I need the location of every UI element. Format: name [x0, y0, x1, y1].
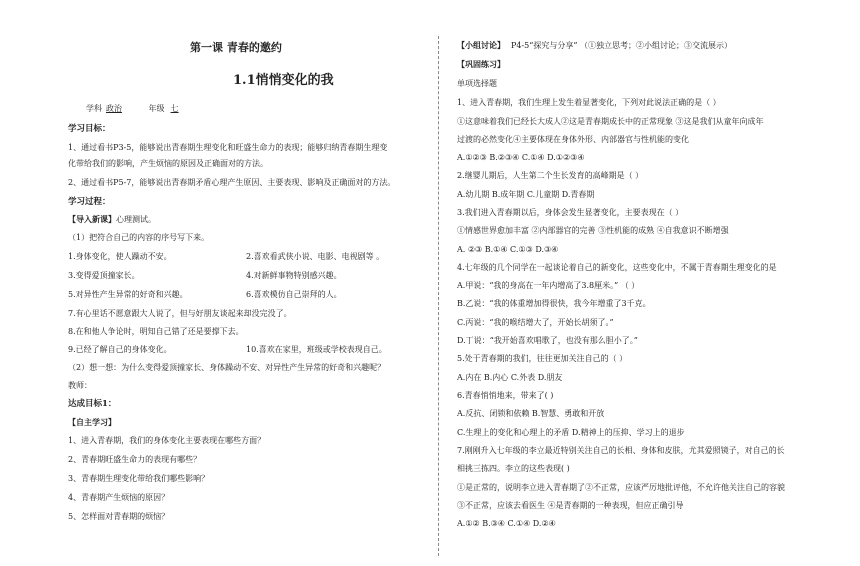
practice-line: 5.处于青春期的我们，往往更加关注自己的（ ） [457, 354, 628, 363]
self-question-4: 4、青春期产生烦恼的原因？ [68, 493, 170, 502]
practice-line: A.①② B.③④ C.①④ D.②④ [457, 519, 556, 528]
practice-line: A.①②③ B.②③④ C.①④ D.①②③④ [457, 153, 585, 162]
item-2: 2.喜欢看武侠小说、电影、电视剧等 。 [246, 252, 385, 261]
item-8: 8.在和他人争论时，明知自己错了还是要撑下去。 [68, 327, 244, 336]
self-question-2: 2、青春期旺盛生命力的表现有哪些？ [68, 455, 202, 464]
practice-line: ①这意味着我们已经长大成人②这是青春期成长中的正常现象 ③这是我们从童年向成年 [457, 117, 764, 126]
group-tag: 【小组讨论】 [457, 40, 505, 50]
lesson-subtitle: 1.1悄悄变化的我 [233, 73, 334, 88]
practice-line: 1、进入青春期，我们生理上发生着显著变化，下列对此说法正确的是（ ） [457, 98, 721, 107]
goal-1b: 化带给我们的影响，产生烦恼的原因及正确面对的方法。 [68, 159, 268, 168]
item-1: 1.身体变化，使人躁动不安。 [68, 252, 172, 261]
item-9: 9.已经了解自己的身体变化。 [68, 345, 172, 354]
practice-line: C.生理上的变化和心理上的矛盾 D.精神上的压抑、学习上的退步 [457, 428, 685, 437]
grade-label: 年级 [148, 104, 165, 113]
item-3: 3.变得爱顶撞家长。 [68, 271, 140, 280]
practice-line: ①是正常的，说明李立进入青春期了②不正常，应该严厉地批评他，不允许他关注自己的容貌 [457, 483, 785, 492]
goals-heading: 学习目标： [68, 124, 111, 134]
practice-line: ③不正常，应该去看医生 ④是青春期的一种表现，但应正确引导 [457, 501, 684, 510]
practice-line: 3.我们进入青春期以后，身体会发生显著变化，主要表现在（ ） [457, 208, 684, 217]
practice-line: A. ②③ B.①④ C.①③ D.③④ [457, 245, 559, 254]
item-6: 6.喜欢模仿自己崇拜的人。 [246, 290, 342, 299]
item-10: 10.喜欢在家里，班级或学校表现自己。 [246, 345, 387, 354]
question-1: （1）把符合自己的内容的序号写下来。 [68, 233, 210, 242]
process-heading: 学习过程： [68, 197, 111, 207]
practice-line: A.反抗、闭锁和依赖 B.智慧、勇敢和开放 [457, 409, 605, 418]
subject-value: 政治 [106, 104, 122, 113]
practice-line: A.内在 B.内心 C.外表 D.朋友 [457, 373, 563, 382]
practice-line: 相挑三拣四。李立的这些表现( ) [457, 464, 570, 473]
group-text: P4-5“探究与分享” （①独立思考；②小组讨论；③交流展示） [511, 41, 732, 50]
practice-line: A.幼儿期 B.成年期 C.儿童期 D.青春期 [457, 190, 595, 199]
intro-row [68, 214, 156, 225]
intro-text: 心理测试。 [116, 215, 156, 224]
practice-line: 4.七年级的几个同学在一起谈论着自己的新变化，这些变化中，不属于青春期生理变化的是 [457, 263, 777, 272]
meta-row [86, 104, 193, 114]
practice-line: C.丙说：“我的喉结增大了，开始长胡须了。” [457, 318, 614, 327]
practice-line: 2.继婴儿期后，人生第二个生长发育的高峰期是（ ） [457, 171, 644, 180]
self-study-tag: 【自主学习】 [68, 417, 116, 427]
practice-line: 7.刚刚升入七年级的李立最近特别关注自己的长相、身体和皮肤，尤其爱照镜子，对自己的长 [457, 446, 785, 455]
self-question-5: 5、怎样面对青春期的烦恼？ [68, 512, 170, 521]
self-question-1: 1、进入青春期，我们的身体变化主要表现在哪些方面？ [68, 436, 266, 445]
lesson-title: 第一课 青春的邀约 [190, 41, 282, 54]
practice-line: 过渡的必然变化④主要体现在身体外形、内部器官与性机能的变化 [457, 135, 689, 144]
single-choice-label: 单项选择题 [457, 79, 497, 88]
goal-2: 2、通过看书P5-7，能够说出青春期矛盾心理产生原因、主要表现、影响及正确面对的方法。 [68, 178, 396, 187]
practice-line: D.丁说：“我开始喜欢唱歌了，也没有那么胆小了。” [457, 336, 638, 345]
group-row [457, 40, 732, 51]
subject-label: 学科 [86, 104, 102, 113]
item-4: 4.对新鲜事物特别感兴趣。 [246, 271, 342, 280]
target-heading: 达成目标1： [68, 399, 117, 409]
intro-tag: 【导入新课】 [68, 214, 116, 224]
practice-line: ①情感世界愈加丰富 ②内部器官的完善 ③性机能的成熟 ④自我意识不断增强 [457, 226, 729, 235]
self-question-3: 3、青春期生理变化带给我们哪些影响？ [68, 474, 210, 483]
column-divider [438, 36, 439, 556]
practice-line: 6.青春悄悄地来，带来了( ) [457, 391, 554, 400]
item-7: 7.有心里话不愿意跟大人说了，但与好朋友谈起来却没完没了。 [68, 309, 292, 318]
practice-line: A.甲说：“我的身高在一年内增高了3.8厘米。” （ ） [457, 281, 640, 290]
practice-tag: 【巩固练习】 [457, 59, 505, 69]
item-5: 5.对异性产生异常的好奇和兴趣。 [68, 290, 188, 299]
practice-line: B.乙说：“我的体重增加得很快，我今年增重了3千克。 [457, 299, 651, 308]
goal-1a: 1、通过看书P3-5，能够说出青春期生理变化和旺盛生命力的表现；能够归纳青春期生理变 [68, 143, 388, 152]
teacher-label: 教师： [68, 381, 92, 390]
grade-value: 七 [170, 104, 179, 113]
question-2: （2）想一想：为什么变得爱顶撞家长、身体躁动不安、对异性产生异常的好奇和兴趣呢？ [68, 363, 386, 372]
